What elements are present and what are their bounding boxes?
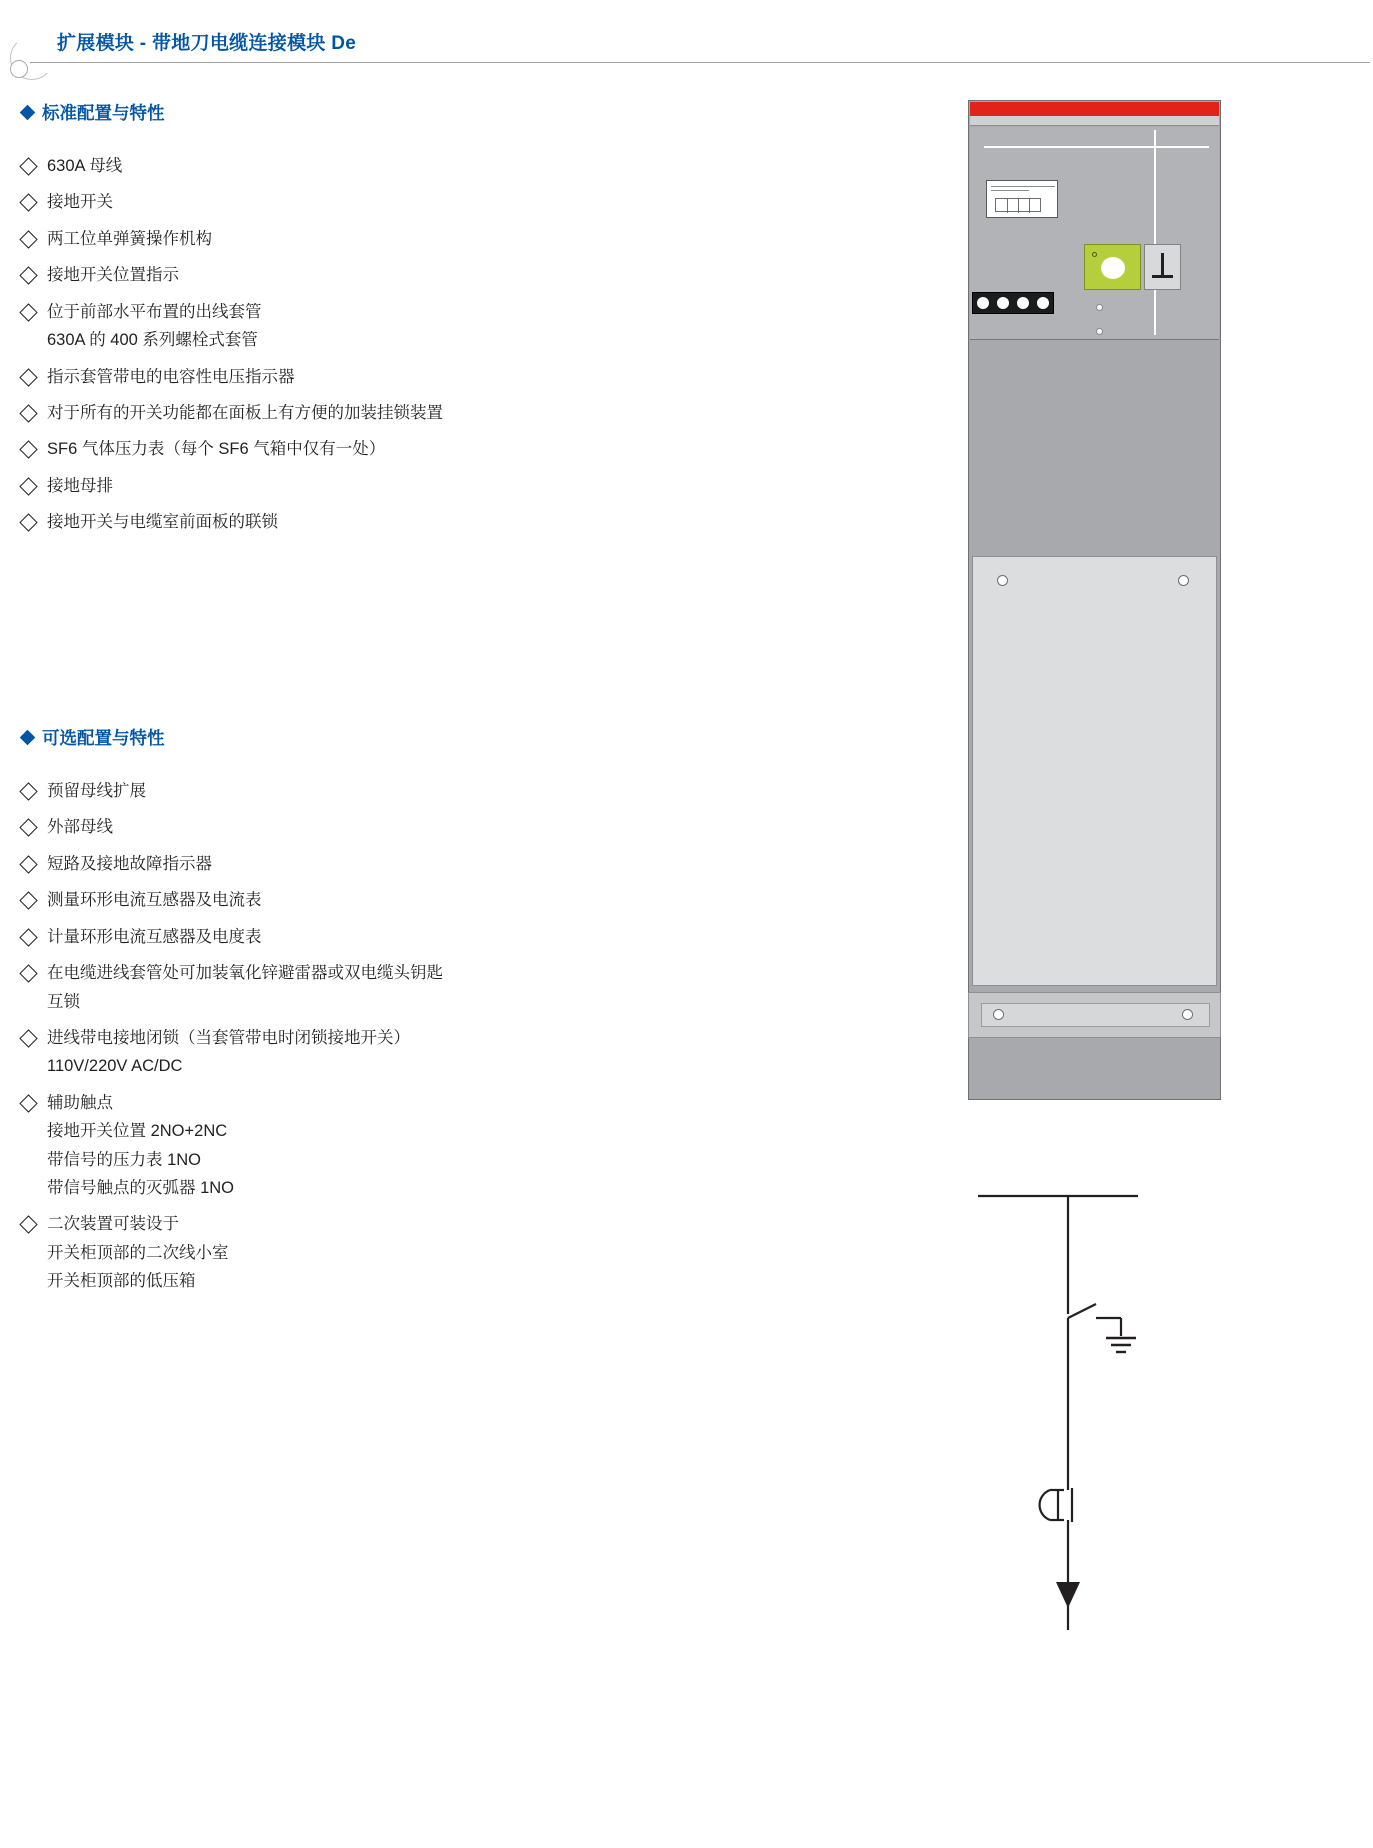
mimic-label-grid [995, 198, 1041, 212]
list-item-subline: 开关柜顶部的二次线小室 [47, 1243, 229, 1262]
list-item [22, 228, 722, 251]
diamond-outline-icon [19, 782, 37, 800]
list-item [22, 155, 722, 178]
single-line-schematic [968, 1190, 1221, 1695]
diamond-outline-icon [19, 404, 37, 422]
indicator-lamp [977, 297, 989, 309]
list-item-label: 指示套管带电的电容性电压指示器 [47, 367, 295, 386]
list-item-label: 接地开关位置指示 [47, 266, 179, 285]
list-item-label [47, 1213, 722, 1293]
list-item-subline: 630A 的 400 系列螺栓式套管 [47, 331, 258, 350]
list-item-main: 在电缆进线套管处可加装氧化锌避雷器或双电缆头钥匙 [47, 964, 443, 983]
list-item-subline: 带信号的压力表 1NO [47, 1150, 202, 1169]
cable-compartment-door [972, 556, 1217, 986]
list-item-label: 接地开关 [47, 193, 113, 212]
diamond-outline-icon [19, 230, 37, 248]
door-screw-icon [1178, 575, 1189, 586]
diamond-outline-icon [19, 1216, 37, 1234]
list-item [22, 191, 722, 214]
diamond-outline-icon [19, 303, 37, 321]
diamond-filled-icon [20, 730, 36, 746]
list-item-label: 计量环形电流互感器及电度表 [47, 927, 262, 946]
cabinet-base-inner [981, 1003, 1210, 1027]
list-item [22, 962, 722, 1014]
indicator-lamp [1017, 297, 1029, 309]
base-screw-icon [1182, 1009, 1193, 1020]
section-heading [22, 100, 722, 125]
list-item-label [47, 301, 722, 353]
earthing-switch-blade [1068, 1304, 1096, 1318]
cable-arrow-icon [1056, 1582, 1080, 1608]
cabinet-mid-panel [970, 340, 1219, 555]
list-item [22, 889, 722, 912]
earth-base [1152, 275, 1173, 278]
list-item [22, 780, 722, 803]
list-item-label [47, 1092, 722, 1201]
cabinet-top-strip [970, 116, 1219, 126]
list-item-label: 外部母线 [47, 818, 113, 837]
list-item-label: 预留母线扩展 [47, 782, 146, 800]
cabinet-body [968, 100, 1221, 1100]
mechanism-indicator-dot [1092, 252, 1097, 257]
list-item-subline: 带信号触点的灭弧器 1NO [47, 1179, 235, 1198]
cabinet-base [968, 992, 1221, 1038]
indicator-lamp [1037, 297, 1049, 309]
diamond-outline-icon [19, 1029, 37, 1047]
panel-dot [1096, 304, 1103, 311]
mechanism-knob-icon [1101, 257, 1125, 279]
list-item-label: 短路及接地故障指示器 [47, 854, 212, 873]
list-item [22, 402, 722, 425]
list-item [22, 816, 722, 839]
list-item-label: 接地开关与电缆室前面板的联锁 [47, 513, 278, 532]
diamond-outline-icon [19, 157, 37, 175]
page-header [0, 28, 1373, 68]
cabinet-top-red-bar [970, 102, 1219, 116]
diamond-outline-icon [19, 964, 37, 982]
list-item [22, 301, 722, 353]
list-item [22, 926, 722, 949]
list-item [22, 1027, 722, 1079]
earth-bar [1161, 253, 1164, 275]
list-item [22, 511, 722, 534]
list-item-main: 辅助触点 [47, 1093, 113, 1112]
diamond-outline-icon [19, 368, 37, 386]
list-item-label: SF6 气体压力表（每个 SF6 气箱中仅有一处） [47, 440, 386, 459]
diamond-outline-icon [19, 928, 37, 946]
list-item-main: 位于前部水平布置的出线套管 [47, 302, 262, 321]
diamond-outline-icon [19, 514, 37, 532]
list-item [22, 264, 722, 287]
list-item-label: 接地母排 [47, 476, 113, 495]
feature-list-optional [22, 780, 722, 1294]
page-title: 扩展模块 - 带地刀电缆连接模块 De [57, 33, 357, 54]
diamond-outline-icon [19, 194, 37, 212]
decorative-circle [10, 60, 28, 78]
list-item-label: 630A 母线 [47, 157, 123, 175]
bushing-arc [1040, 1490, 1050, 1520]
list-item [22, 853, 722, 876]
earthing-switch-symbol [1144, 244, 1181, 290]
busbar-vertical-line [1154, 130, 1156, 335]
diamond-outline-icon [19, 819, 37, 837]
list-item-main: 二次装置可装设于 [47, 1215, 179, 1234]
list-item-label: 两工位单弹簧操作机构 [47, 229, 212, 248]
panel-dot [1096, 328, 1103, 335]
list-item-subline: 接地开关位置 2NO+2NC [47, 1122, 228, 1141]
door-screw-icon [997, 575, 1008, 586]
list-item [22, 475, 722, 498]
list-item-main: 进线带电接地闭锁（当套管带电时闭锁接地开关） [47, 1028, 410, 1047]
section-optional-features [22, 725, 722, 1307]
indicator-lamp [997, 297, 1009, 309]
list-item [22, 366, 722, 389]
diamond-outline-icon [19, 855, 37, 873]
list-item [22, 1213, 722, 1293]
list-item-subline: 开关柜顶部的低压箱 [47, 1272, 196, 1291]
section-heading-label: 可选配置与特性 [42, 728, 165, 748]
diamond-outline-icon [19, 477, 37, 495]
base-screw-icon [993, 1009, 1004, 1020]
section-heading-label: 标准配置与特性 [42, 103, 165, 123]
list-item-label: 对于所有的开关功能都在面板上有方便的加装挂锁装置 [47, 403, 443, 422]
list-item-label [47, 1027, 722, 1079]
diamond-filled-icon [20, 105, 36, 121]
voltage-indicator-strip [972, 292, 1054, 314]
list-item-subline: 110V/220V AC/DC [47, 1057, 183, 1076]
list-item [22, 438, 722, 461]
feature-list-standard [22, 155, 722, 535]
list-item-label: 测量环形电流互感器及电流表 [47, 891, 262, 910]
busbar-horizontal-line [984, 146, 1209, 148]
diamond-outline-icon [19, 441, 37, 459]
switchgear-cabinet-illustration [968, 100, 1221, 1137]
diamond-outline-icon [19, 1094, 37, 1112]
section-standard-features [22, 100, 722, 548]
mimic-label-plate [986, 180, 1058, 218]
list-item-subline: 互锁 [47, 992, 80, 1011]
diamond-outline-icon [19, 892, 37, 910]
section-heading [22, 725, 722, 750]
list-item [22, 1092, 722, 1201]
diamond-outline-icon [19, 267, 37, 285]
operating-mechanism-panel [1084, 244, 1141, 290]
list-item-label [47, 962, 722, 1014]
schematic-svg [968, 1190, 1221, 1695]
header-divider [30, 62, 1370, 63]
